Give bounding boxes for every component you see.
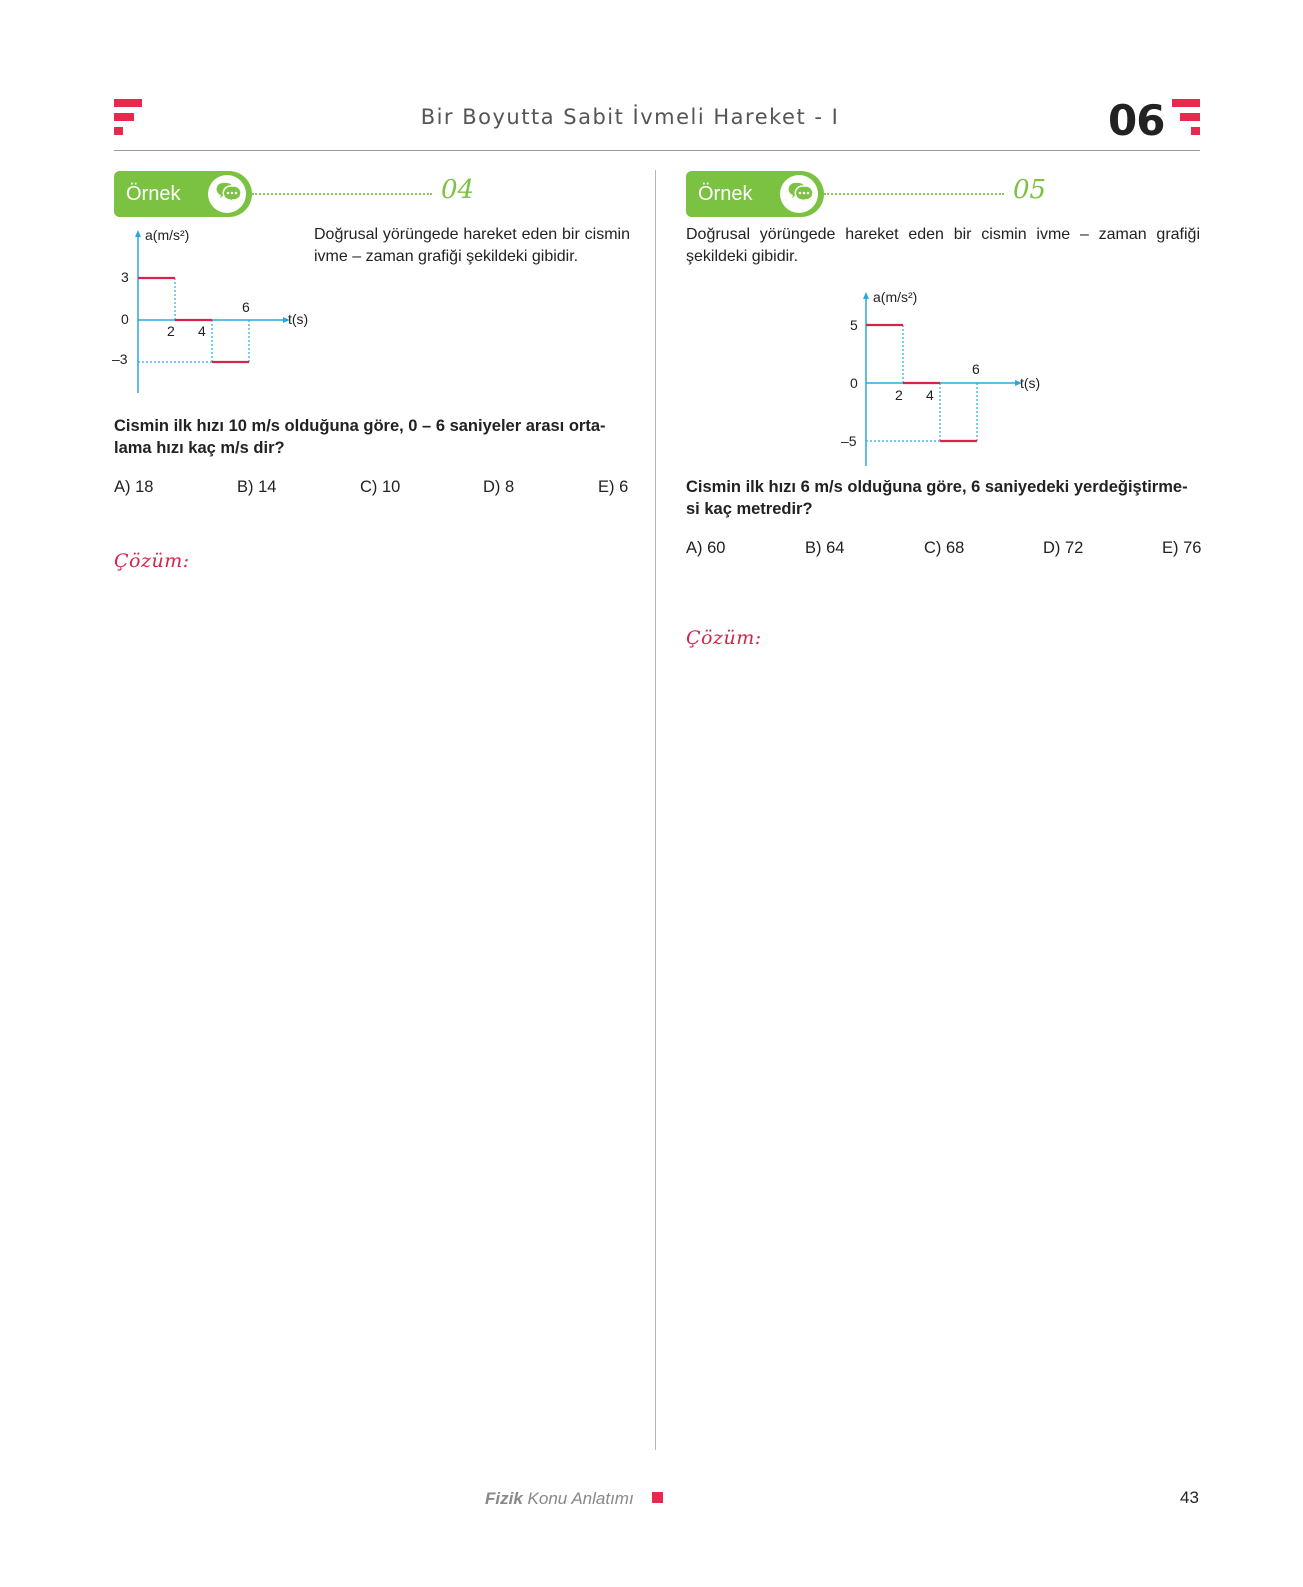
x-tick: 6 — [242, 299, 250, 315]
x-tick: 6 — [972, 361, 980, 377]
x-axis-label: t(s) — [1020, 375, 1041, 391]
footer-square-icon — [652, 1492, 663, 1503]
x-tick: 4 — [926, 387, 934, 403]
x-tick: 2 — [895, 387, 903, 403]
acceleration-time-graph-05 — [836, 290, 1056, 470]
option-d[interactable]: D) 72 — [1043, 539, 1084, 557]
solution-label: Çözüm: — [114, 550, 190, 572]
example-intro: Doğrusal yörüngede hareket eden bir cismin ivme – zaman grafiği şekildeki gibidir. — [686, 226, 1200, 265]
example-intro: Doğrusal yörüngede hareket eden bir cismin ivme – zaman grafiği şekildeki gibidir. — [314, 226, 630, 265]
y-tick: 0 — [121, 311, 129, 327]
example-label: Örnek — [126, 183, 181, 205]
option-b[interactable]: B) 14 — [237, 478, 277, 496]
example-banner — [114, 171, 634, 217]
y-tick: 5 — [850, 317, 858, 333]
option-e[interactable]: E) 6 — [598, 478, 629, 496]
option-c[interactable]: C) 10 — [360, 478, 401, 496]
graph-04-axes — [135, 230, 290, 393]
banner-dotted-line — [252, 193, 432, 195]
y-tick: –5 — [841, 433, 857, 449]
book-title-bold: Fizik — [485, 1489, 523, 1508]
header-divider — [114, 150, 1200, 151]
column-divider — [655, 170, 656, 1450]
page-number: 43 — [1180, 1488, 1199, 1507]
example-question: Cismin ilk hızı 6 m/s olduğuna göre, 6 saniyedeki yerdeğiştirme-si kaç metredir? — [686, 478, 1188, 518]
x-tick: 2 — [167, 323, 175, 339]
chapter-title: Bir Boyutta Sabit İvmeli Hareket - I — [420, 105, 840, 129]
x-tick: 4 — [198, 323, 206, 339]
book-title-rest: Konu Anlatımı — [522, 1489, 634, 1508]
option-d[interactable]: D) 8 — [483, 478, 515, 496]
y-tick: –3 — [112, 351, 128, 367]
y-tick: 3 — [121, 269, 129, 285]
acceleration-time-graph-04 — [108, 228, 318, 403]
y-axis-arrow — [863, 292, 869, 299]
book-title — [485, 1489, 634, 1509]
example-label: Örnek — [698, 183, 753, 205]
example-number: 04 — [441, 175, 475, 205]
chat-bubble-icon — [780, 175, 818, 213]
y-axis-label: a(m/s²) — [145, 227, 190, 243]
example-number: 05 — [1013, 175, 1047, 205]
y-axis-arrow — [135, 230, 141, 237]
banner-dotted-line — [824, 193, 1004, 195]
chapter-number: 06 — [1108, 96, 1165, 145]
option-c[interactable]: C) 68 — [924, 539, 965, 557]
y-axis-label: a(m/s²) — [873, 289, 918, 305]
x-axis-label: t(s) — [288, 311, 309, 327]
option-a[interactable]: A) 18 — [114, 478, 154, 496]
option-a[interactable]: A) 60 — [686, 539, 726, 557]
example-banner — [686, 171, 1206, 217]
y-tick: 0 — [850, 375, 858, 391]
option-e[interactable]: E) 76 — [1162, 539, 1202, 557]
solution-label: Çözüm: — [686, 627, 762, 649]
example-question: Cismin ilk hızı 10 m/s olduğuna göre, 0 – 6 saniyeler arası orta-lama hızı kaç m/s dir? — [114, 417, 606, 457]
chat-bubble-icon — [208, 175, 246, 213]
option-b[interactable]: B) 64 — [805, 539, 845, 557]
